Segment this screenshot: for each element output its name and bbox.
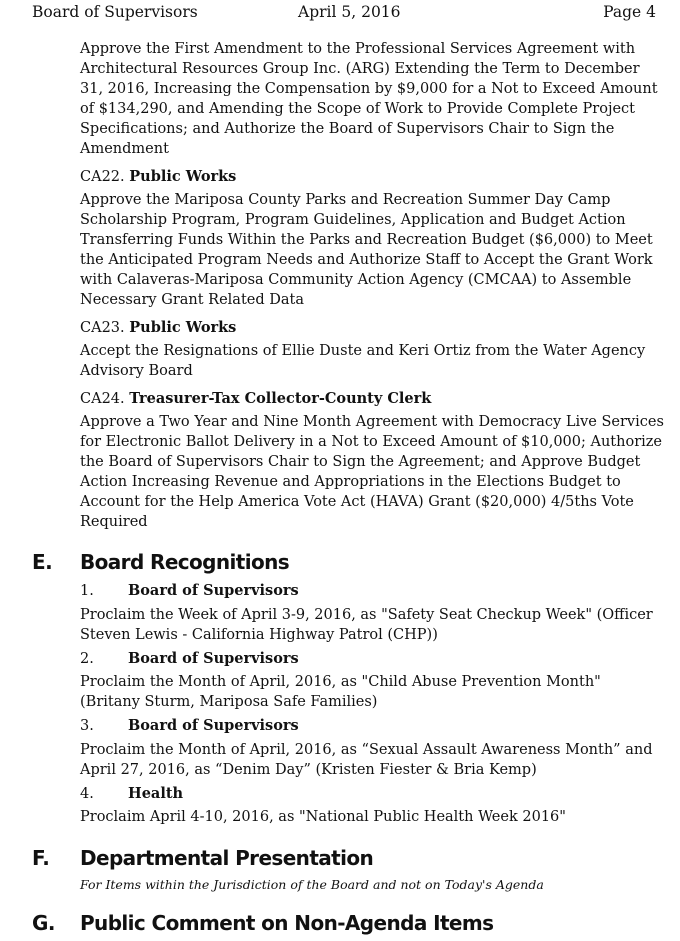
consent-item-department: Public Works (129, 168, 237, 185)
recognition-heading (80, 649, 665, 669)
recognition-department: Health (128, 785, 184, 802)
consent-item-text: Accept the Resignations of Ellie Duste and Keri Ortiz from the Water Agency Advisory Board (80, 343, 646, 379)
consent-item-heading (80, 318, 665, 338)
section-note: For Items within the Jurisdiction of the Board and not on Today's Agenda (80, 877, 544, 892)
header-board: Board of Supervisors (32, 3, 198, 21)
consent-item-heading (80, 167, 665, 187)
recognition-text: Proclaim the Week of April 3-9, 2016, as "Safety Seat Checkup Week" (Officer Steven Lewis - California Highway Patrol (CHP)) (80, 607, 653, 643)
section-letter: E. (32, 550, 53, 574)
section-title: Departmental Presentation (80, 846, 374, 870)
consent-item-number: CA22. (80, 169, 125, 185)
recognition-text: Proclaim the Month of April, 2016, as "Child Abuse Prevention Month" (Britany Sturm, Mariposa Safe Families) (80, 674, 601, 710)
recognition-number: 4. (80, 786, 94, 802)
section-title: Board Recognitions (80, 550, 290, 574)
header-date: April 5, 2016 (298, 3, 401, 21)
section-letter: F. (32, 846, 50, 870)
recognition-department: Board of Supervisors (128, 717, 299, 734)
recognition-number: 3. (80, 718, 94, 734)
consent-item-department: Public Works (129, 319, 237, 336)
recognition-heading (80, 716, 665, 736)
section-title: Public Comment on Non-Agenda Items (80, 911, 494, 935)
recognition-department: Board of Supervisors (128, 582, 299, 599)
consent-item-text: Approve the Mariposa County Parks and Recreation Summer Day Camp Scholarship Program, Program Guidelines, Application and Budget Action Transferring Funds Within the Parks and Recreation Budget ($6,000) to Meet the Anticipated Program Needs and Authorize Staff to Accept the Grant Work with Calaveras-Mariposa Community Action Agency (CMCAA) to Assemble Necessary Grant Related Data (80, 192, 653, 308)
section-letter: G. (32, 911, 56, 935)
consent-item-number: CA24. (80, 391, 125, 407)
consent-item-continued-text: Approve the First Amendment to the Professional Services Agreement with Architectural Resources Group Inc. (ARG) Extending the Term to December 31, 2016, Increasing the Compensation by $9,000 for a Not to Exceed Amount of $134,290, and Amending the Scope of Work to Provide Complete Project Specifications; and Authorize the Board of Supervisors Chair to Sign the Amendment (80, 41, 658, 157)
consent-item-heading (80, 389, 665, 409)
consent-item-text: Approve a Two Year and Nine Month Agreement with Democracy Live Services for Electronic Ballot Delivery in a Not to Exceed Amount of $10,000; Authorize the Board of Supervisors Chair to Sign the Agreement; and Approve Budget Action Increasing Revenue and Appropriations in the Elections Budget to Account for the Help America Vote Act (HAVA) Grant ($20,000) 4/5ths Vote Required (80, 414, 664, 530)
recognition-number: 2. (80, 651, 94, 667)
consent-item-number: CA23. (80, 320, 125, 336)
header-page-number: Page 4 (603, 3, 656, 21)
recognition-number: 1. (80, 583, 94, 599)
consent-item-department: Treasurer-Tax Collector-County Clerk (129, 390, 432, 407)
recognition-text: Proclaim April 4-10, 2016, as "National Public Health Week 2016" (80, 809, 566, 825)
recognition-department: Board of Supervisors (128, 650, 299, 667)
recognition-heading (80, 581, 665, 601)
recognition-text: Proclaim the Month of April, 2016, as “Sexual Assault Awareness Month” and April 27, 2016, as “Denim Day” (Kristen Fiester & Bria Kemp) (80, 742, 653, 778)
page-header (0, 3, 680, 23)
recognition-heading (80, 784, 665, 804)
